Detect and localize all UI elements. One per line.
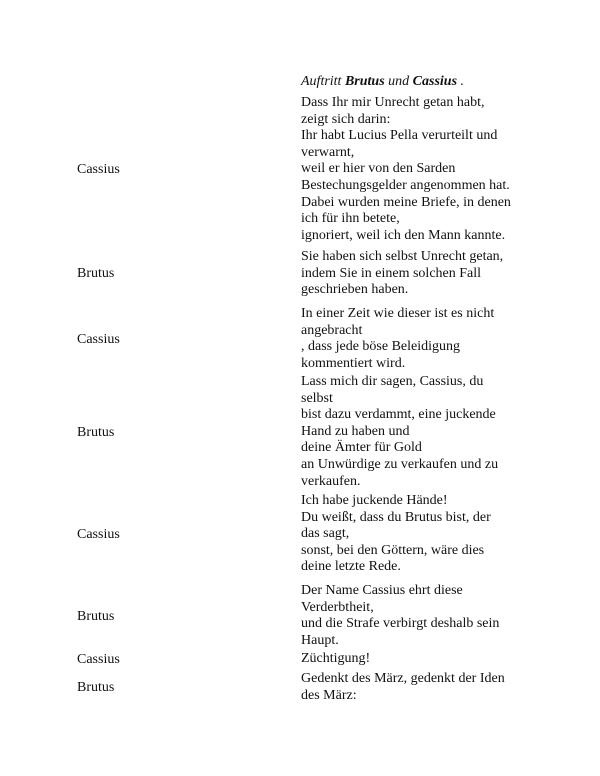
speech-line: Der Name Cassius ehrt diese <box>301 583 463 598</box>
speech-line: geschrieben haben. <box>301 282 409 298</box>
speech-line: deine Ämter für Gold <box>301 440 422 456</box>
speech-line: Ich habe juckende Hände! <box>301 493 448 508</box>
speech-text <box>301 651 541 668</box>
speech-line: zeigt sich darin: <box>301 111 391 127</box>
speaker-name: Brutus <box>77 680 115 696</box>
speaker-name: Brutus <box>77 608 115 624</box>
speech-line: weil er hier von den Sarden <box>301 161 456 177</box>
heading-suffix: . <box>457 74 465 89</box>
speech-line: ignoriert, weil ich den Mann kannte. <box>301 227 506 243</box>
speech-text <box>301 671 541 704</box>
speech-line: an Unwürdige zu verkaufen und zu <box>301 456 499 472</box>
speech-line: verwarnt, <box>301 144 355 160</box>
speech-line: selbst <box>301 390 333 406</box>
heading-name-cassius: Cassius <box>412 74 458 89</box>
speech-text <box>301 583 541 649</box>
speech-line: das sagt, <box>301 526 350 542</box>
heading-name-brutus: Brutus <box>344 74 385 89</box>
speech-text <box>301 95 541 244</box>
speech-line: kommentiert wird. <box>301 355 406 371</box>
speech-text <box>301 493 541 576</box>
speech-line: und die Strafe verbirgt deshalb sein <box>301 616 500 632</box>
speech-line: Bestechungsgelder angenommen hat. <box>301 177 510 193</box>
speech-line: In einer Zeit wie dieser ist es nicht <box>301 306 495 321</box>
speech-line: , dass jede böse Beleidigung <box>301 339 461 355</box>
scene-heading <box>301 73 464 90</box>
speech-line: Verderbtheit, <box>301 599 374 615</box>
speaker-name: Brutus <box>77 266 115 282</box>
speech-text <box>301 306 541 372</box>
speech-line: Gedenkt des März, gedenkt der Iden <box>301 671 505 686</box>
speech-line: des März: <box>301 687 357 703</box>
speech-line: Dass Ihr mir Unrecht getan habt, <box>301 95 485 110</box>
speech-text <box>301 249 541 299</box>
speaker-name: Cassius <box>77 527 120 542</box>
speech-line: verkaufen. <box>301 473 361 489</box>
speaker-name: Cassius <box>77 651 120 667</box>
speech-line: Du weißt, dass du Brutus bist, der <box>301 509 491 525</box>
speaker-name: Cassius <box>77 331 120 347</box>
speech-line: ich für ihn betete, <box>301 211 400 227</box>
speech-line: indem Sie in einem solchen Fall <box>301 265 482 281</box>
speech-line: Züchtigung! <box>301 651 371 666</box>
speech-line: Ihr habt Lucius Pella verurteilt und <box>301 128 498 144</box>
speech-line: Hand zu haben und <box>301 423 410 439</box>
speech-line: Haupt. <box>301 632 339 648</box>
speaker-name: Cassius <box>77 162 120 178</box>
speaker-name: Brutus <box>77 424 115 440</box>
speech-line: Dabei wurden meine Briefe, in denen <box>301 194 511 210</box>
speech-line: angebracht <box>301 322 363 338</box>
heading-conjunction: und <box>384 74 413 89</box>
speech-line: bist dazu verdammt, eine juckende <box>301 407 496 423</box>
heading-prefix: Auftritt <box>301 74 345 89</box>
speech-text <box>301 374 541 490</box>
speech-line: sonst, bei den Göttern, wäre dies <box>301 542 485 558</box>
speech-line: Lass mich dir sagen, Cassius, du <box>301 374 484 389</box>
speech-line: Sie haben sich selbst Unrecht getan, <box>301 249 504 264</box>
speech-line: deine letzte Rede. <box>301 559 401 575</box>
